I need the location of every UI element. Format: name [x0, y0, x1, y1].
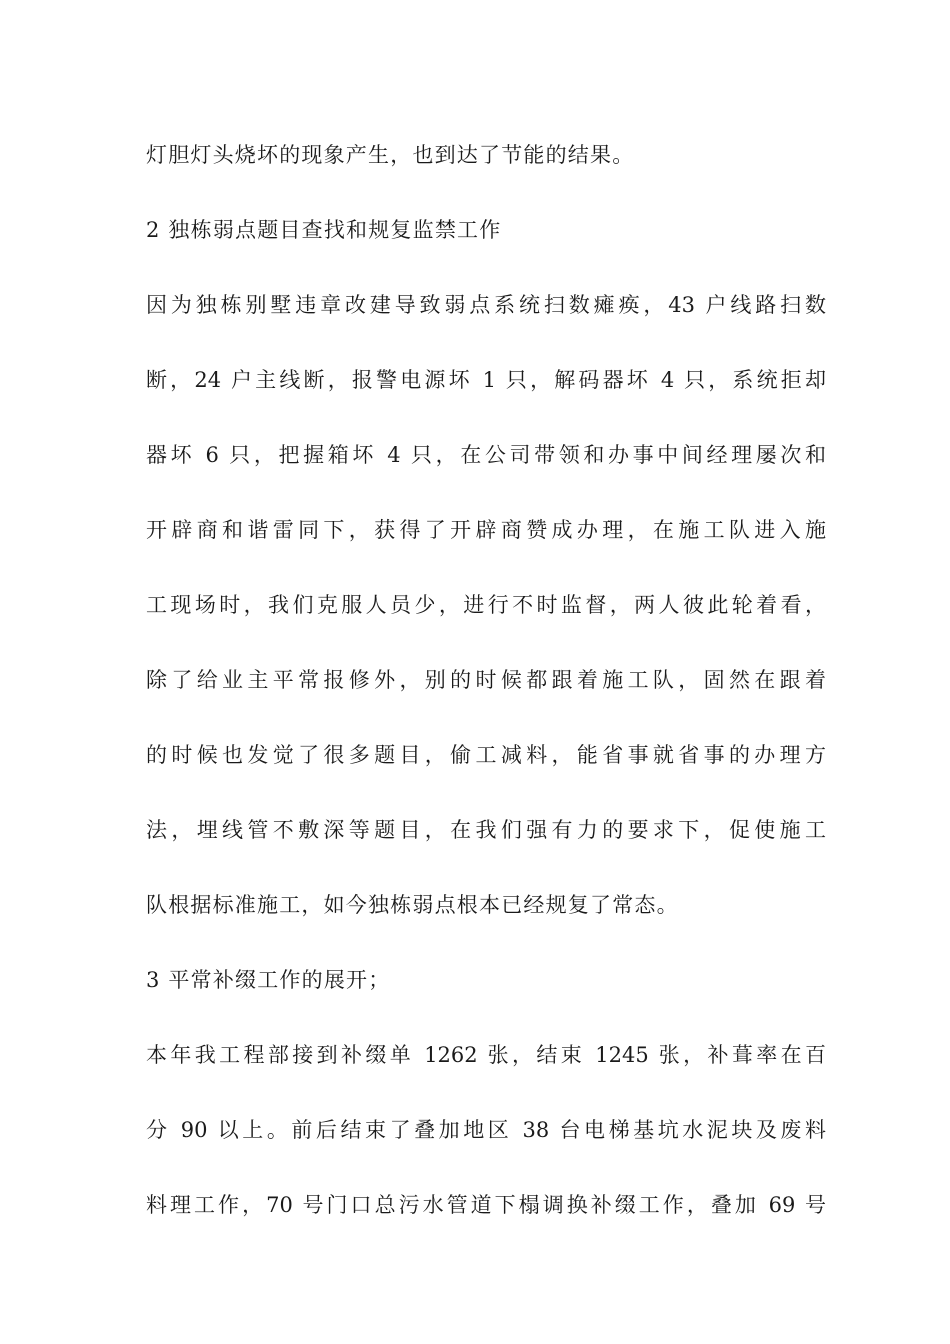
section-heading: 2 独栋弱点题目查找和规复监禁工作	[146, 218, 502, 242]
text-line: 断，24 户主线断，报警电源坏 1 只，解码器坏 4 只，系统拒却	[146, 368, 826, 392]
text-line: 法，埋线管不敷深等题目，在我们强有力的要求下，促使施工	[146, 818, 826, 842]
text-line: 队根据标准施工，如今独栋弱点根本已经规复了常态。	[146, 893, 679, 917]
text-line: 的时候也发觉了很多题目，偷工减料，能省事就省事的办理方	[146, 743, 826, 767]
section-heading: 3 平常补缀工作的展开；	[146, 968, 391, 992]
text-line: 工现场时，我们克服人员少，进行不时监督，两人彼此轮着看，	[146, 593, 826, 617]
text-line: 灯胆灯头烧坏的现象产生，也到达了节能的结果。	[146, 143, 635, 167]
text-line: 料理工作，70 号门口总污水管道下榻调换补缀工作，叠加 69 号	[146, 1193, 826, 1217]
text-line: 开辟商和谐雷同下，获得了开辟商赞成办理，在施工队进入施	[146, 518, 826, 542]
text-line: 器坏 6 只，把握箱坏 4 只，在公司带领和办事中间经理屡次和	[146, 443, 826, 467]
text-line: 本年我工程部接到补缀单 1262 张，结束 1245 张，补葺率在百	[146, 1043, 826, 1067]
text-line: 除了给业主平常报修外，别的时候都跟着施工队，固然在跟着	[146, 668, 826, 692]
text-line: 因为独栋别墅违章改建导致弱点系统扫数瘫痪，43 户线路扫数	[146, 293, 826, 317]
text-line: 分 90 以上。前后结束了叠加地区 38 台电梯基坑水泥块及废料	[146, 1118, 826, 1142]
